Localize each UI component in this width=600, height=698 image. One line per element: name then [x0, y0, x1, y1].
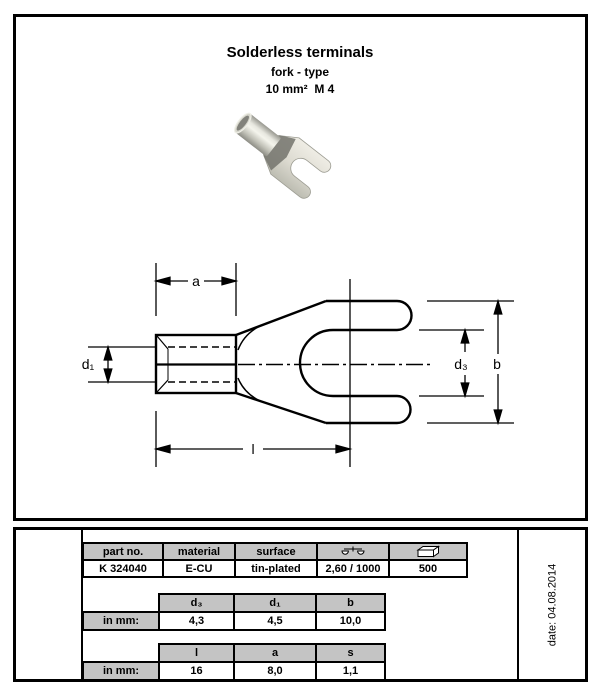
box-icon [415, 545, 441, 558]
surface-value: tin-plated [235, 560, 317, 577]
dimension-table-2 [82, 643, 386, 681]
dim-label-a: a [192, 273, 200, 289]
page-spec: 10 mm² M 4 [265, 81, 335, 96]
dim-label-l: l [251, 441, 255, 457]
part-no-header: part no. [83, 543, 163, 560]
spacer-cell [83, 594, 159, 612]
d1-value: 4,5 [234, 612, 316, 630]
spacer-cell [83, 644, 159, 662]
part-no-value: K 324040 [83, 560, 163, 577]
date-column [517, 527, 588, 682]
dim-table-2-data-row [83, 662, 385, 680]
page-title: Solderless terminals [226, 44, 374, 61]
s-value: 1,1 [316, 662, 385, 680]
s-header: s [316, 644, 385, 662]
a-header: a [234, 644, 316, 662]
l-value: 16 [159, 662, 234, 680]
part-table [82, 542, 468, 578]
date-text: date: 04.08.2014 [546, 563, 559, 646]
dim-label-d1: d₁ [81, 356, 95, 372]
material-header: material [163, 543, 235, 560]
dim-label-b: b [493, 356, 501, 372]
b-value: 10,0 [316, 612, 385, 630]
balance-scale-icon [340, 545, 366, 558]
dim-label-d3: d₃ [454, 356, 468, 372]
part-table-data-row [83, 560, 467, 577]
package-value: 500 [389, 560, 467, 577]
dim-table-1-data-row [83, 612, 385, 630]
d3-header: d₃ [159, 594, 234, 612]
surface-header: surface [235, 543, 317, 560]
in-mm-label: in mm: [83, 612, 159, 630]
d1-header: d₁ [234, 594, 316, 612]
dim-table-1-header-row [83, 594, 385, 612]
packaging-unit-header [389, 543, 467, 560]
weight-value: 2,60 / 1000 [317, 560, 389, 577]
dimension-table-1 [82, 593, 386, 631]
dim-table-2-header-row [83, 644, 385, 662]
part-table-header-row [83, 543, 467, 560]
drawing-outline [156, 279, 433, 467]
material-value: E-CU [163, 560, 235, 577]
l-header: l [159, 644, 234, 662]
fork-outline [300, 301, 412, 423]
d3-value: 4,3 [159, 612, 234, 630]
in-mm-label: in mm: [83, 662, 159, 680]
page-subtitle: fork - type [270, 64, 329, 79]
b-header: b [316, 594, 385, 612]
a-value: 8,0 [234, 662, 316, 680]
weight-per-1000-header [317, 543, 389, 560]
